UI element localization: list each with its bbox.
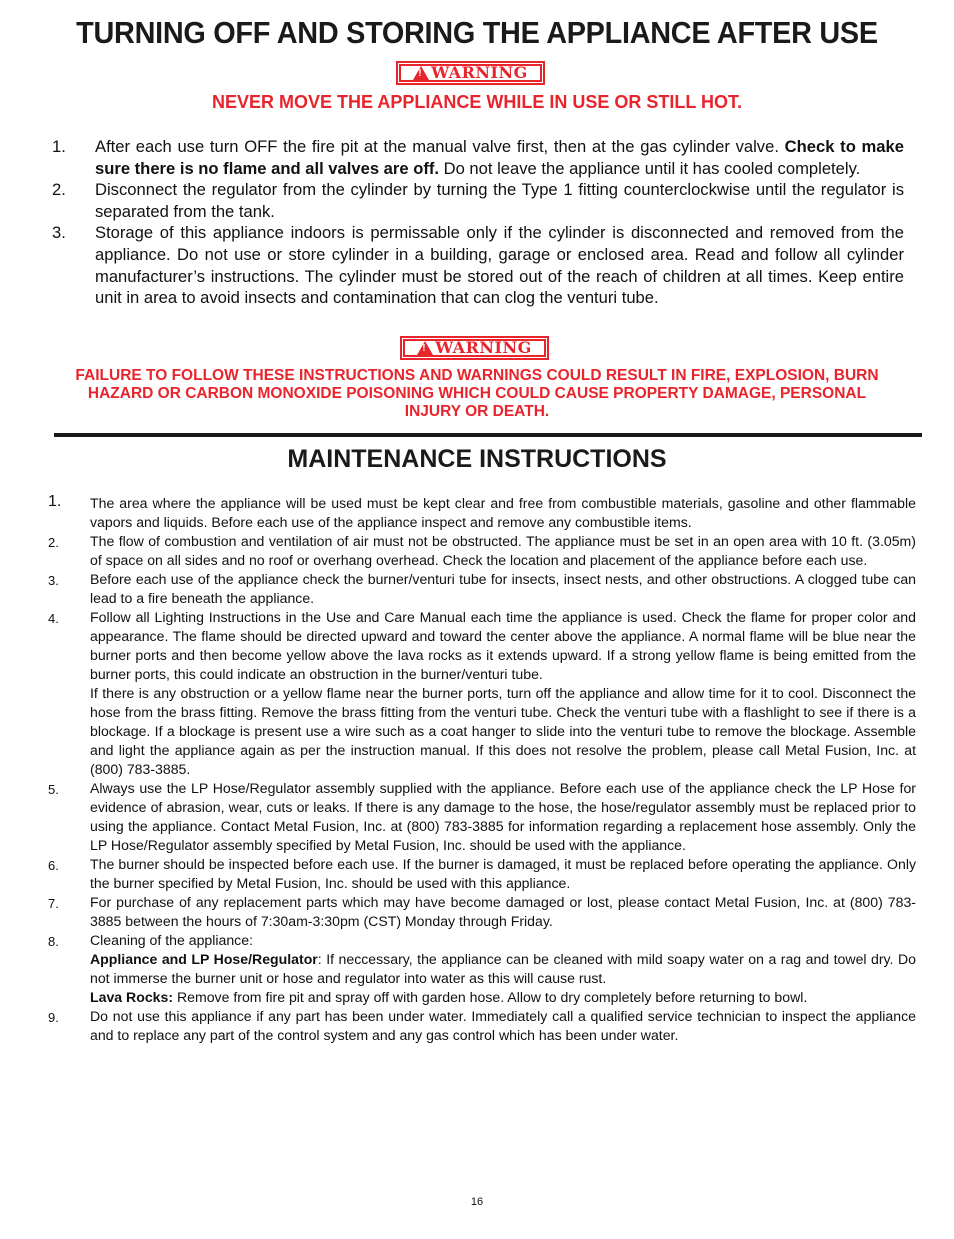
item-text: The flow of combustion and ventilation of air must not be obstructed. The appliance must be set in an open area with 10 ft. (3.05m) of space on all sides and no roof or overhang overhead. Check the location and placement of the appliance before each use. — [90, 533, 916, 568]
maintenance-item-2 — [48, 532, 916, 570]
warning-label: WARNING — [431, 63, 528, 82]
step-text-cont: Do not leave the appliance until it has cooled completely. — [439, 158, 861, 178]
item-number: 6. — [48, 858, 59, 873]
cleaning-lava-paragraph — [90, 988, 916, 1007]
item-text: Always use the LP Hose/Regulator assembly supplied with the appliance. Before each use of the appliance check the LP Hose for evidence of abrasion, wear, cuts or leaks. If there is any damage to the hose, the hose/regulator assembly must be replaced prior to using the appliance. Contact Metal Fusion, Inc. at (800) 783-3885 for information regarding a replacement hose assembly. Only the LP Hose/Regulator assembly specified by Metal Fusion, Inc. should be used with the appliance. — [90, 780, 916, 853]
item-number: 7. — [48, 896, 59, 911]
item-text: Before each use of the appliance check the burner/venturi tube for insects, insect nests, and other obstructions. A clogged tube can lead to a fire beneath the appliance. — [90, 571, 916, 606]
storage-step-2 — [52, 179, 904, 222]
maintenance-item-1 — [48, 494, 916, 532]
warning-triangle-icon — [413, 66, 429, 80]
cleaning-lava-text: Remove from fire pit and spray off with garden hose. Allow to dry completely before returning to bowl. — [173, 989, 808, 1005]
maintenance-title: MAINTENANCE INSTRUCTIONS — [287, 445, 667, 473]
maintenance-item-4 — [48, 608, 916, 779]
page-number: 16 — [470, 1196, 484, 1208]
item-number: 9. — [48, 1010, 59, 1025]
step-text: Storage of this appliance indoors is permissable only if the cylinder is disconnected and removed from the appliance. Do not use or store cylinder in a building, garage or enclosed area. Read and follow all cylinder manufacturer’s instructions. The cylinder must be stored out of the reach of children at all times. Keep entire unit in area to avoid insects and contamination that can clog the venturi tube. — [95, 223, 904, 308]
maintenance-item-3 — [48, 570, 916, 608]
item-number: 4. — [48, 611, 59, 626]
step-text: After each use turn OFF the fire pit at the manual valve first, then at the gas cylinder valve. — [95, 137, 785, 156]
maintenance-item-7 — [48, 893, 916, 931]
item-text: Cleaning of the appliance: — [90, 932, 253, 948]
item-number: 5. — [48, 782, 59, 797]
step-bold-text: Check to make sure there is no flame and all valves are off. — [95, 137, 904, 178]
step-text: Disconnect the regulator from the cylinder by turning the Type 1 fitting counterclockwise until the regulator is separated from the tank. — [95, 180, 904, 221]
item-number: 2. — [48, 535, 59, 550]
item-number: 1. — [48, 493, 62, 510]
storage-steps-list — [52, 136, 904, 309]
maintenance-item-5 — [48, 779, 916, 855]
item-text: The area where the appliance will be used must be kept clear and free from combustible materials, gasoline and other flammable vapors and liquids. Before each use of the appliance inspect and remove any combustible items. — [90, 495, 916, 530]
item-text: The burner should be inspected before each use. If the burner is damaged, it must be replaced before operating the appliance. Only the burner specified by Metal Fusion, Inc. should be used with this appliance. — [90, 856, 916, 891]
cleaning-appliance-paragraph — [90, 950, 916, 988]
item-number: 3. — [48, 573, 59, 588]
failure-warning: FAILURE TO FOLLOW THESE INSTRUCTIONS AND WARNINGS COULD RESULT IN FIRE, EXPLOSION, BURN HAZARD OR CARBON MONOXIDE POISONING WHICH COULD CAUSE PROPERTY DAMAGE, PERSONAL INJURY OR DEATH. — [75, 367, 879, 420]
storage-step-3 — [52, 222, 904, 308]
step-number: 3. — [52, 223, 66, 243]
item-text: Follow all Lighting Instructions in the Use and Care Manual each time the appliance is used. Check the flame for proper color and appearance. The flame should be directed upward and toward the center above the appliance. A normal flame will be blue near the burner ports and then become yellow above the lava rocks as it extends upward. If a strong yellow flame is being emitted from the burner ports, this could indicate an obstruction in the burner/venturi tube. — [90, 609, 916, 682]
warning-label: WARNING — [435, 338, 532, 357]
item-text: Do not use this appliance if any part has been under water. Immediately call a qualified service technician to inspect the appliance and to replace any part of the control system and any gas control which has been under water. — [90, 1008, 916, 1043]
step-number: 1. — [52, 137, 66, 156]
step-number: 2. — [52, 180, 66, 200]
item-text-paragraph-2: If there is any obstruction or a yellow flame near the burner ports, turn off the appliance and allow time for it to cool. Disconnect the hose from the brass fitting. Remove the brass fitting from the venturi tube. Check the venturi tube with a flashlight to see if there is a blockage. If a blockage is present use a wire such as a coat hanger to slide into the venturi tube to remove the blockage. Assemble and light the appliance again as per the instruction manual. If this does not resolve the problem, please call Metal Fusion, Inc. at (800) 783-3885. — [90, 685, 916, 777]
warning-badge-bottom — [400, 336, 549, 360]
cleaning-lava-label: Lava Rocks: — [90, 989, 174, 1005]
item-number: 8. — [48, 934, 59, 949]
cleaning-appliance-label: Appliance and LP Hose/Regulator — [90, 951, 318, 967]
maintenance-item-8 — [48, 931, 916, 1007]
storage-step-1 — [52, 136, 904, 179]
page-title: TURNING OFF AND STORING THE APPLIANCE AFTER USE — [76, 15, 878, 50]
section-divider — [54, 433, 922, 437]
maintenance-item-6 — [48, 855, 916, 893]
warning-triangle-icon — [417, 341, 433, 355]
item-text: For purchase of any replacement parts which may have become damaged or lost, please contact Metal Fusion, Inc. at (800) 783-3885 between the hours of 7:30am-3:30pm (CST) Monday through Friday. — [90, 894, 916, 929]
maintenance-item-9 — [48, 1007, 916, 1045]
cleaning-appliance-text: : If neccessary, the appliance can be cleaned with mild soapy water on a rag and towel dry. Do not immerse the burner unit or hose and regulator into water as this will cause rust. — [90, 951, 916, 986]
never-move-heading: NEVER MOVE THE APPLIANCE WHILE IN USE OR STILL HOT. — [211, 92, 743, 112]
warning-badge-top — [396, 61, 545, 85]
maintenance-list — [48, 494, 916, 1045]
